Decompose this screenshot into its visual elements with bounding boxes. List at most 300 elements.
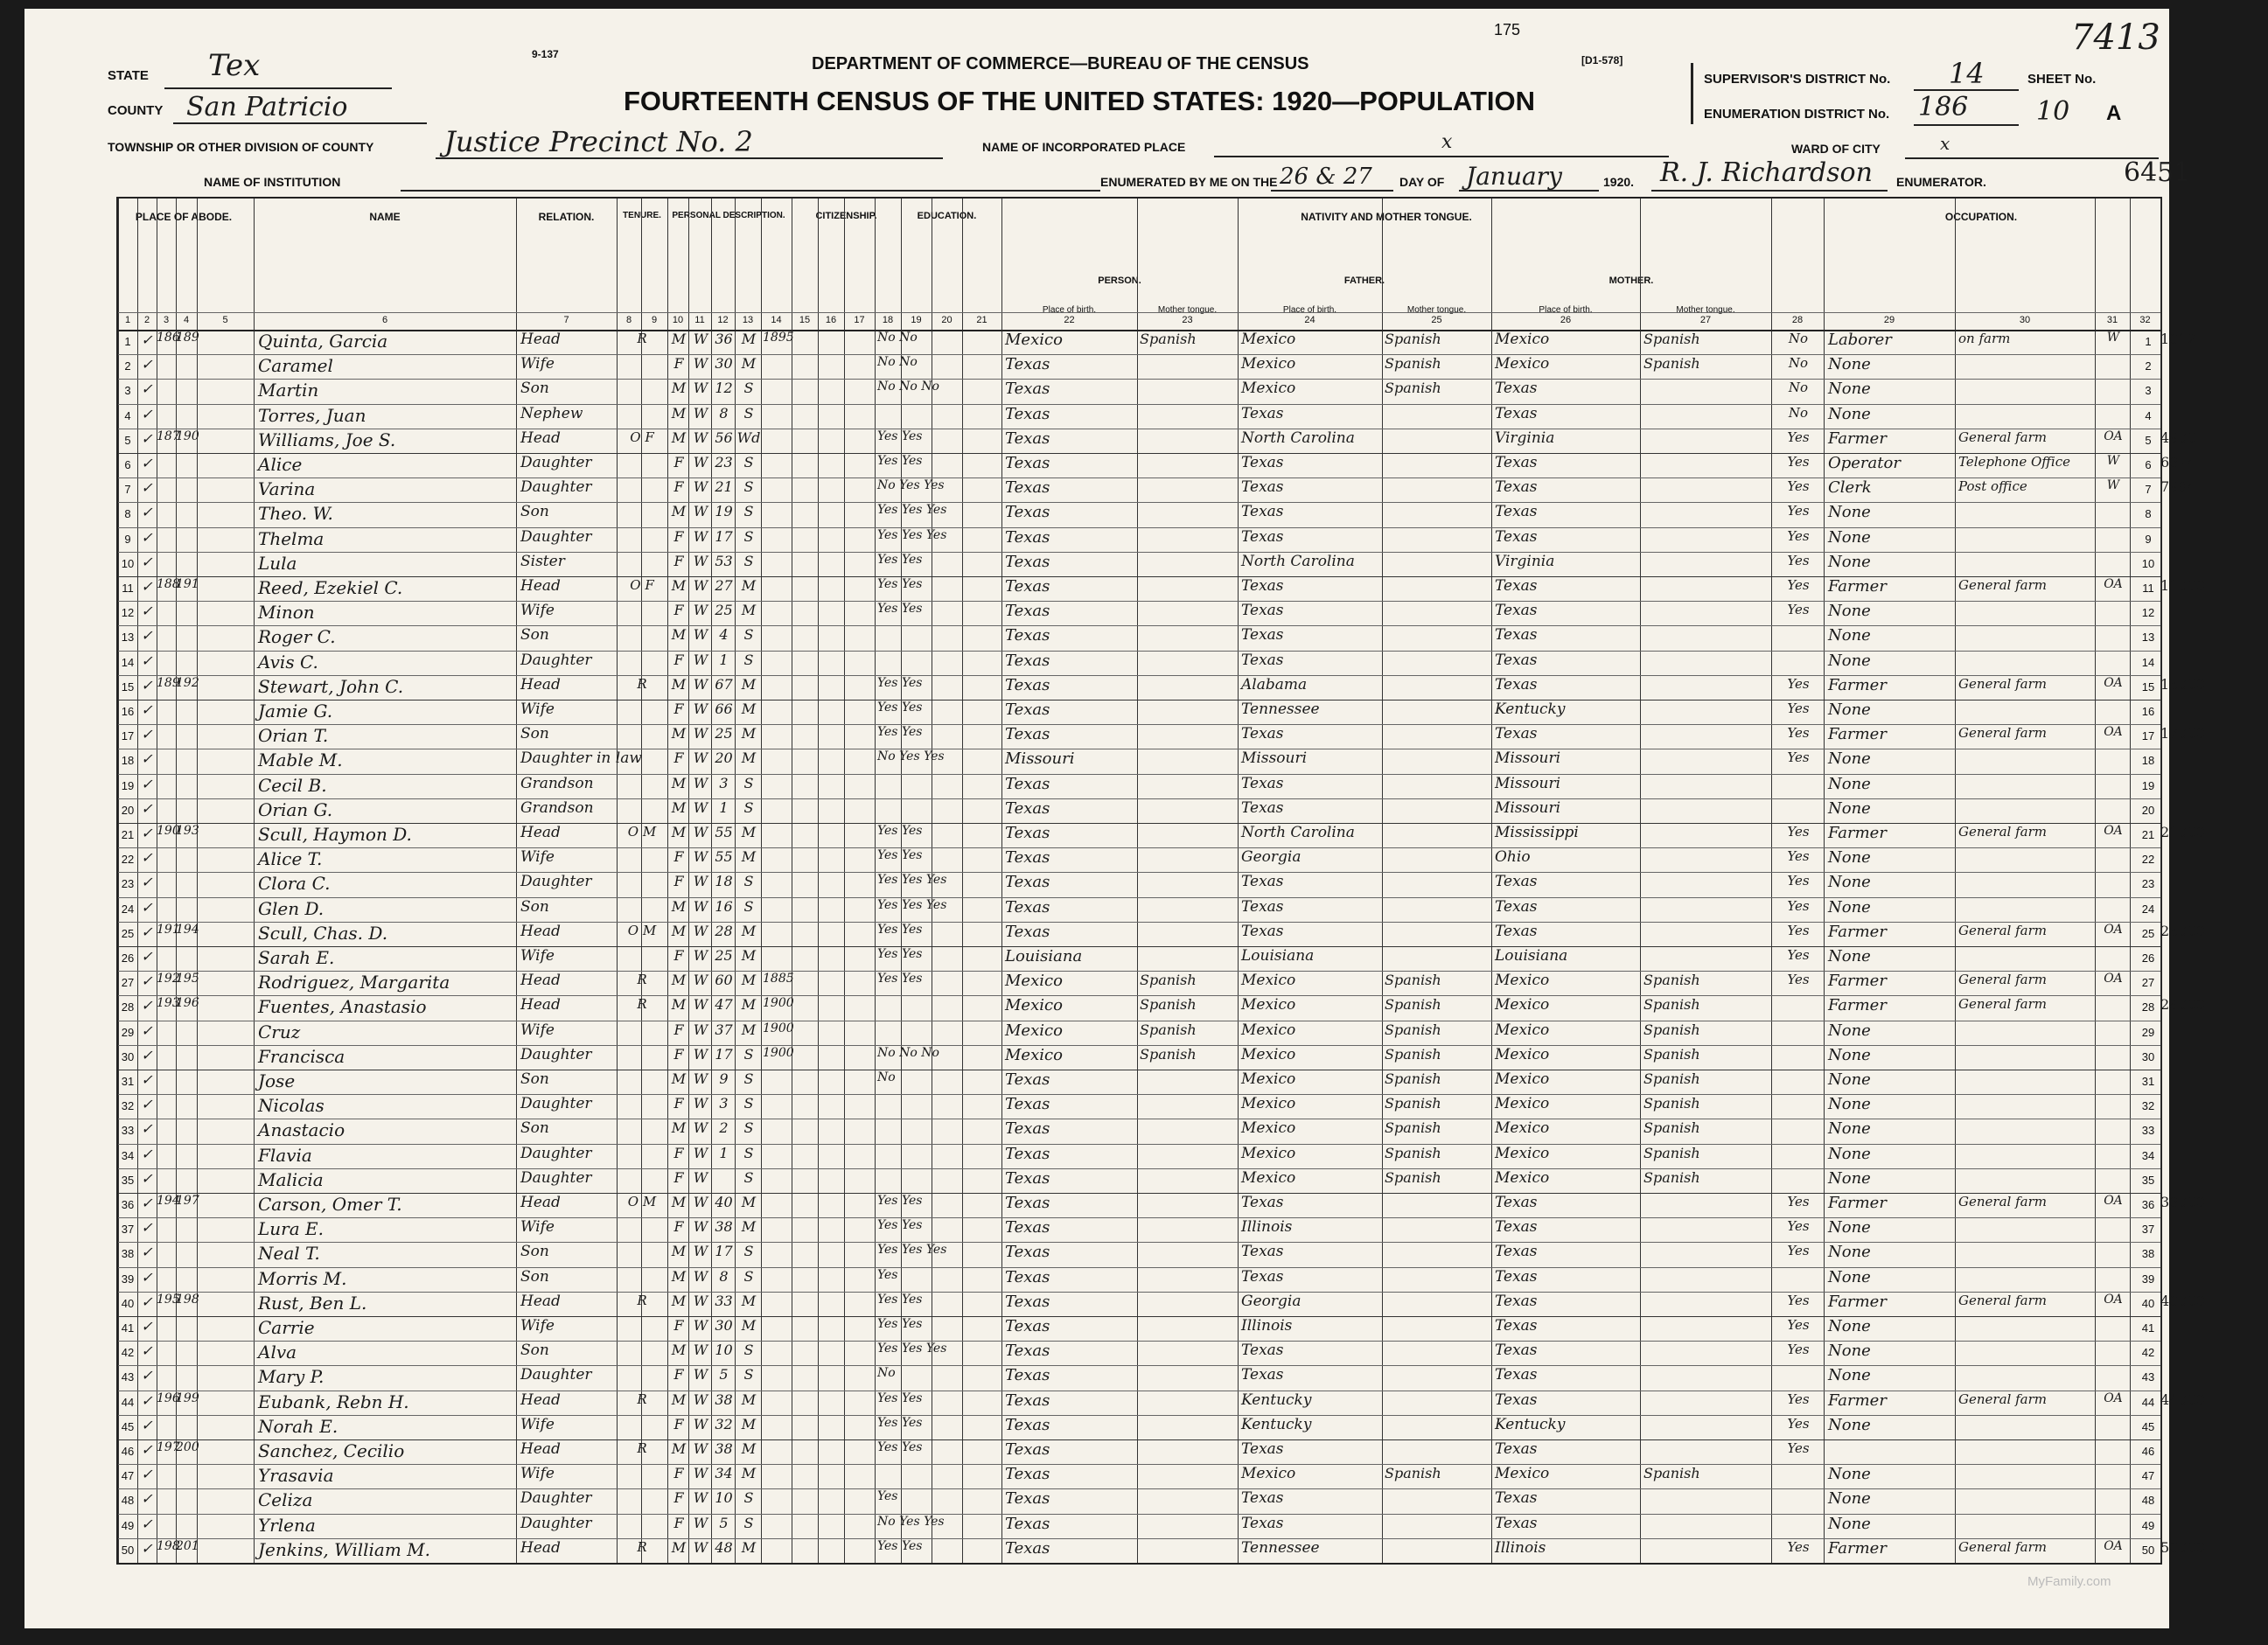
cell-race: W <box>693 996 708 1014</box>
line-number-right: 9 <box>2145 532 2152 546</box>
cell-sex: F <box>673 478 684 496</box>
cell-fmt: Spanish <box>1385 972 1441 989</box>
check-mark: ✓ <box>141 331 153 348</box>
line-number-right: 38 <box>2141 1247 2155 1261</box>
cell-ind: General farm <box>1958 972 2047 988</box>
cell-ms: M <box>741 1317 757 1334</box>
cell-fmt: Spanish <box>1385 331 1441 347</box>
cell-ind: Telephone Office <box>1958 454 2070 470</box>
ward-value: x <box>1940 133 1950 154</box>
cell-imm: 1885 <box>763 972 794 986</box>
cell-ms: S <box>743 1144 754 1161</box>
check-mark: ✓ <box>141 603 153 620</box>
cell-eng: Yes <box>1787 947 1810 963</box>
check-mark: ✓ <box>141 1318 153 1335</box>
cell-sex: M <box>671 1391 687 1408</box>
cell-sex: M <box>671 503 687 520</box>
cell-mpob: Mexico <box>1495 1070 1550 1088</box>
cell-sex: F <box>673 1317 684 1334</box>
cell-ms: Wd <box>736 429 761 446</box>
cell-ind: General farm <box>1958 429 2047 445</box>
line-number: 9 <box>124 532 131 546</box>
cell-eng: Yes <box>1787 552 1810 568</box>
column-number: 17 <box>854 315 865 325</box>
cell-mpob: Virginia <box>1495 552 1555 570</box>
check-mark: ✓ <box>141 1046 153 1063</box>
line-number-right: 34 <box>2141 1148 2155 1162</box>
cell-ed: Yes Yes <box>877 1440 923 1454</box>
line-number: 25 <box>121 926 135 940</box>
cell-ten: O M <box>627 922 657 938</box>
cell-sex: F <box>673 1218 684 1236</box>
column-number: 5 <box>222 315 228 325</box>
line-number-right: 39 <box>2141 1272 2155 1286</box>
cell-eng: Yes <box>1787 972 1810 988</box>
cell-race: W <box>693 404 708 422</box>
cell-race: W <box>693 602 708 619</box>
cell-sex: M <box>671 1292 687 1309</box>
cell-rel: Head <box>520 1194 561 1211</box>
cell-sex: F <box>673 1095 684 1112</box>
cell-rel: Son <box>520 503 549 521</box>
page-number: 175 <box>1494 21 1521 38</box>
cell-mpob: Mexico <box>1495 972 1550 990</box>
cell-ed: Yes Yes Yes <box>877 897 947 912</box>
enumerator-label: ENUMERATOR. <box>1896 175 1986 189</box>
year-value: 1920. <box>1603 175 1635 189</box>
cell-age: 47 <box>715 996 733 1014</box>
cell-fpob: Texas <box>1241 798 1284 817</box>
cell-age: 10 <box>715 1342 733 1359</box>
cell-rel: Daughter <box>520 1168 592 1187</box>
cell-eng: Yes <box>1787 602 1810 618</box>
line-number: 12 <box>121 606 135 620</box>
cell-name: Malicia <box>258 1168 324 1190</box>
nativity-father: FATHER. <box>1343 275 1385 286</box>
cell-fam: 189 <box>176 331 199 345</box>
cell-ms: M <box>741 577 757 594</box>
enumeration-label: ENUMERATION DISTRICT No. <box>1704 107 1890 122</box>
cell-eng: Yes <box>1787 1292 1810 1308</box>
cell-fam: 201 <box>176 1538 199 1553</box>
cell-ms: S <box>743 404 754 422</box>
line-number-right: 21 <box>2141 828 2155 841</box>
cell-cls: OA <box>2104 922 2123 937</box>
cell-mt: Spanish <box>1140 972 1197 989</box>
cell-name: Theo. W. <box>258 503 333 525</box>
cell-pob: Texas <box>1005 1292 1050 1311</box>
cell-sex: M <box>671 922 687 939</box>
cell-ind: General farm <box>1958 1194 2047 1209</box>
cell-dw: 197 <box>157 1440 180 1454</box>
cell-name: Caramel <box>258 355 333 377</box>
cell-fmt: Spanish <box>1385 1144 1441 1161</box>
cell-fpob: Texas <box>1241 774 1284 792</box>
cell-name: Carson, Omer T. <box>258 1194 402 1215</box>
cell-occ: None <box>1828 947 1871 965</box>
department-line: DEPARTMENT OF COMMERCE—BUREAU OF THE CENSUS <box>812 54 1309 73</box>
cell-race: W <box>693 972 708 989</box>
cell-occ: None <box>1828 1465 1871 1484</box>
cell-age: 3 <box>719 774 729 791</box>
check-mark: ✓ <box>141 528 153 546</box>
cell-mpob: Texas <box>1495 675 1538 694</box>
cell-sex: M <box>671 1267 687 1285</box>
cell-age: 5 <box>719 1366 729 1384</box>
cell-age: 37 <box>715 1021 733 1038</box>
check-mark: ✓ <box>141 898 153 916</box>
page-title: FOURTEENTH CENSUS OF THE UNITED STATES: 1920—POPULATION <box>624 86 1536 116</box>
line-number: 21 <box>121 828 135 841</box>
line-number: 24 <box>121 902 135 916</box>
cell-fpob: Texas <box>1241 1366 1284 1384</box>
cell-mpob: Texas <box>1495 1342 1538 1360</box>
line-number-right: 14 <box>2141 655 2155 669</box>
cell-fpob: North Carolina <box>1241 824 1355 841</box>
line-number: 5 <box>124 433 131 447</box>
cell-age: 28 <box>715 922 733 939</box>
cell-eng: Yes <box>1787 897 1810 914</box>
cell-name: Sanchez, Cecilio <box>258 1440 405 1461</box>
cell-occ: Operator <box>1828 454 1901 472</box>
check-mark: ✓ <box>141 1539 153 1557</box>
cell-ind: on farm <box>1958 331 2011 346</box>
cell-fpob: Texas <box>1241 1267 1284 1286</box>
cell-mpob: Kentucky <box>1495 701 1566 718</box>
cell-ed: Yes Yes <box>877 1317 923 1331</box>
cell-ed: Yes Yes <box>877 1194 923 1208</box>
cell-mpob: Texas <box>1495 1194 1538 1211</box>
cell-mmt: Spanish <box>1643 1465 1700 1482</box>
cell-occ: None <box>1828 774 1871 793</box>
line-number-right: 30 <box>2141 1049 2155 1063</box>
cell-occ: None <box>1828 1021 1871 1040</box>
cell-race: W <box>693 1021 708 1038</box>
column-number: 32 <box>2139 315 2151 325</box>
cell-name: Yrlena <box>258 1514 316 1536</box>
cell-name: Williams, Joe S. <box>258 429 396 450</box>
cell-ms: S <box>743 380 754 397</box>
cell-ms: S <box>743 1366 754 1384</box>
cell-age: 19 <box>715 503 733 520</box>
cell-fpob: North Carolina <box>1241 552 1355 570</box>
cell-ed: Yes Yes <box>877 1218 923 1233</box>
cell-ten: O M <box>627 824 657 840</box>
cell-mpob: Missouri <box>1495 749 1561 768</box>
line-number: 8 <box>124 507 131 521</box>
cell-mpob: Texas <box>1495 651 1538 669</box>
cell-race: W <box>693 824 708 840</box>
margin-code: 25000 <box>2160 922 2205 939</box>
cell-sex: M <box>671 1243 687 1260</box>
cell-mpob: Texas <box>1495 626 1538 645</box>
cell-rel: Head <box>520 1440 561 1458</box>
cell-ms: S <box>743 897 754 915</box>
cell-age: 25 <box>715 602 733 619</box>
cell-mmt: Spanish <box>1643 972 1700 989</box>
nativity-person: PERSON. <box>1098 275 1141 286</box>
cell-race: W <box>693 552 708 569</box>
cell-fpob: Texas <box>1241 1194 1284 1211</box>
line-number-right: 16 <box>2141 705 2155 718</box>
cell-race: W <box>693 1070 708 1087</box>
cell-sex: F <box>673 1168 684 1186</box>
cell-age: 1 <box>719 1144 729 1161</box>
check-mark: ✓ <box>141 1268 153 1286</box>
cell-mmt: Spanish <box>1643 1168 1700 1186</box>
cell-fpob: Texas <box>1241 897 1284 916</box>
cell-rel: Wife <box>520 848 555 867</box>
cell-rel: Daughter <box>520 1366 592 1384</box>
cell-rel: Head <box>520 675 561 694</box>
line-number: 26 <box>121 951 135 965</box>
cell-rel: Daughter <box>520 1489 592 1508</box>
cell-fam: 197 <box>176 1194 199 1208</box>
line-number: 2 <box>124 359 131 373</box>
cell-occ: Farmer <box>1828 922 1887 941</box>
cell-pob: Texas <box>1005 1095 1050 1114</box>
cell-age: 30 <box>715 355 733 373</box>
check-mark: ✓ <box>141 356 153 373</box>
cell-pob: Texas <box>1005 1415 1050 1434</box>
cell-fmt: Spanish <box>1385 1045 1441 1063</box>
cell-rel: Daughter <box>520 873 592 891</box>
cell-race: W <box>693 1391 708 1408</box>
county-value: San Patricio <box>186 92 348 122</box>
cell-occ: None <box>1828 897 1871 917</box>
cell-sex: M <box>671 1538 687 1556</box>
cell-age: 40 <box>715 1194 733 1210</box>
cell-sex: M <box>671 331 687 347</box>
cell-fmt: Spanish <box>1385 1095 1441 1112</box>
cell-race: W <box>693 1119 708 1137</box>
cell-fmt: Spanish <box>1385 355 1441 373</box>
cell-occ: Farmer <box>1828 577 1887 596</box>
cell-age: 3 <box>719 1095 729 1112</box>
cell-fpob: Texas <box>1241 1342 1284 1360</box>
cell-ms: M <box>741 922 757 939</box>
column-number: 29 <box>1883 315 1895 325</box>
cell-mpob: Texas <box>1495 1514 1538 1532</box>
cell-ms: S <box>743 503 754 520</box>
cell-ed: Yes Yes <box>877 552 923 567</box>
sheet-label: SHEET No. <box>2027 72 2097 87</box>
cell-ed: Yes Yes <box>877 972 923 986</box>
cell-ind: General farm <box>1958 577 2047 593</box>
cell-sex: M <box>671 404 687 422</box>
cell-pob: Texas <box>1005 922 1050 941</box>
father-mt-head: Mother tongue. <box>1406 305 1467 315</box>
cell-ed: No No No <box>877 380 939 394</box>
cell-rel: Son <box>520 1070 549 1088</box>
cell-ten: R <box>637 1538 647 1555</box>
check-mark: ✓ <box>141 504 153 521</box>
margin-code: 1012 <box>2160 331 2196 347</box>
cell-ms: S <box>743 1045 754 1063</box>
check-mark: ✓ <box>141 1490 153 1508</box>
line-number-right: 5 <box>2145 433 2152 447</box>
check-mark: ✓ <box>141 1466 153 1483</box>
cell-fpob: Texas <box>1241 873 1284 891</box>
cell-mpob: Mexico <box>1495 1168 1550 1187</box>
cell-name: Clora C. <box>258 873 331 895</box>
cell-occ: None <box>1828 848 1871 868</box>
cell-name: Alice <box>258 454 303 475</box>
cell-eng: Yes <box>1787 1194 1810 1209</box>
cell-race: W <box>693 527 708 545</box>
cell-fam: 200 <box>176 1440 199 1454</box>
check-mark: ✓ <box>141 1169 153 1187</box>
cell-dw: 198 <box>157 1538 180 1553</box>
township-value: Justice Precinct No. 2 <box>444 125 753 158</box>
cell-ms: S <box>743 552 754 569</box>
cell-name: Scull, Haymon D. <box>258 824 412 845</box>
line-number: 10 <box>121 556 135 570</box>
nativity-mother: MOTHER. <box>1609 275 1654 286</box>
cell-ind: General farm <box>1958 725 2047 742</box>
cell-cls: OA <box>2104 824 2123 838</box>
cell-ms: M <box>741 749 757 767</box>
cell-mpob: Texas <box>1495 527 1538 546</box>
cell-fpob: Alabama <box>1241 675 1308 694</box>
cell-pob: Texas <box>1005 651 1050 670</box>
column-number: 1 <box>124 315 131 325</box>
check-mark: ✓ <box>141 1244 153 1261</box>
check-mark: ✓ <box>141 1195 153 1211</box>
cell-fam: 195 <box>176 972 199 986</box>
line-number-right: 12 <box>2141 606 2155 620</box>
cell-rel: Head <box>520 996 561 1014</box>
cell-mpob: Mexico <box>1495 1021 1550 1039</box>
margin-code: 15000 <box>2160 675 2205 693</box>
line-number: 3 <box>124 384 131 398</box>
line-number: 45 <box>121 1419 135 1433</box>
check-mark: ✓ <box>141 775 153 792</box>
cell-occ: Farmer <box>1828 824 1887 842</box>
cell-fpob: Mexico <box>1241 1144 1296 1162</box>
line-number: 43 <box>121 1370 135 1384</box>
line-number: 15 <box>121 680 135 694</box>
column-number: 22 <box>1064 315 1075 325</box>
cell-mpob: Texas <box>1495 454 1538 471</box>
cell-fpob: Mexico <box>1241 1021 1296 1039</box>
column-number: 2 <box>143 315 150 325</box>
cell-sex: M <box>671 1440 687 1457</box>
cell-rel: Daughter <box>520 527 592 546</box>
cell-eng: No <box>1788 404 1809 421</box>
cell-occ: None <box>1828 1317 1871 1335</box>
cell-ed: No No <box>877 355 918 370</box>
check-mark: ✓ <box>141 726 153 743</box>
cell-pob: Missouri <box>1005 749 1075 769</box>
cell-fpob: Mexico <box>1241 355 1296 373</box>
line-number-right: 3 <box>2145 384 2152 398</box>
cell-ms: M <box>741 1538 757 1556</box>
col-group-tenure: TENURE. <box>623 211 661 220</box>
cell-race: W <box>693 749 708 767</box>
cell-race: W <box>693 478 708 496</box>
cell-fpob: Texas <box>1241 527 1284 546</box>
cell-fam: 196 <box>176 996 199 1011</box>
cell-ten: R <box>637 972 647 988</box>
cell-sex: M <box>671 1194 687 1210</box>
cell-age: 1 <box>719 798 729 816</box>
cell-ms: M <box>741 848 757 866</box>
cell-name: Mable M. <box>258 749 343 771</box>
margin-code: 17000 <box>2160 725 2205 742</box>
line-number: 38 <box>121 1247 135 1261</box>
cell-occ: Farmer <box>1828 725 1887 744</box>
cell-race: W <box>693 1243 708 1260</box>
cell-ms: S <box>743 1243 754 1260</box>
cell-ten: O M <box>627 1194 657 1209</box>
cell-rel: Son <box>520 1267 549 1286</box>
line-number-right: 41 <box>2141 1321 2155 1335</box>
cell-eng: Yes <box>1787 1538 1810 1555</box>
cell-age: 27 <box>715 577 733 594</box>
cell-age: 38 <box>715 1218 733 1236</box>
cell-ms: M <box>741 331 757 347</box>
cell-fpob: Texas <box>1241 602 1284 620</box>
mother-mt-head: Mother tongue. <box>1676 305 1735 315</box>
check-mark: ✓ <box>141 1367 153 1384</box>
form-code: [D1-578] <box>1581 54 1623 66</box>
line-number-right: 40 <box>2141 1296 2155 1310</box>
cell-pob: Mexico <box>1005 972 1063 991</box>
cell-ed: Yes Yes Yes <box>877 1243 947 1258</box>
cell-name: Norah E. <box>258 1415 338 1437</box>
cell-sex: M <box>671 972 687 989</box>
check-mark: ✓ <box>141 1145 153 1162</box>
cell-fmt: Spanish <box>1385 1119 1441 1137</box>
cell-race: W <box>693 1538 708 1556</box>
check-mark: ✓ <box>141 455 153 471</box>
incorporated-value: x <box>1441 131 1453 153</box>
line-number-right: 4 <box>2145 408 2152 422</box>
margin-code: 50000 <box>2160 1538 2205 1556</box>
cell-rel: Head <box>520 331 561 348</box>
cell-mpob: Mexico <box>1495 1095 1550 1113</box>
cell-eng: Yes <box>1787 675 1810 692</box>
cell-fmt: Spanish <box>1385 996 1441 1014</box>
check-mark: ✓ <box>141 799 153 817</box>
margin-code: 44000 <box>2160 1391 2205 1408</box>
column-number: 31 <box>2106 315 2118 325</box>
cell-ed: Yes Yes Yes <box>877 527 947 542</box>
cell-sex: F <box>673 602 684 619</box>
cell-race: W <box>693 1218 708 1236</box>
cell-mpob: Texas <box>1495 1391 1538 1409</box>
cell-race: W <box>693 922 708 939</box>
cell-fpob: Mexico <box>1241 331 1296 348</box>
line-number-right: 28 <box>2141 1000 2155 1014</box>
cell-pob: Texas <box>1005 1465 1050 1484</box>
cell-sex: F <box>673 355 684 373</box>
cell-occ: Farmer <box>1828 1391 1887 1410</box>
cell-sex: F <box>673 749 684 767</box>
line-number: 49 <box>121 1518 135 1532</box>
cell-pob: Texas <box>1005 454 1050 472</box>
line-number: 34 <box>121 1148 135 1162</box>
check-mark: ✓ <box>141 1515 153 1532</box>
cell-eng: Yes <box>1787 701 1810 716</box>
line-number: 1 <box>124 335 131 348</box>
line-number-right: 33 <box>2141 1124 2155 1138</box>
cell-mpob: Texas <box>1495 478 1538 497</box>
cell-fmt: Spanish <box>1385 1070 1441 1087</box>
cell-ms: M <box>741 1194 757 1210</box>
cell-name: Varina <box>258 478 316 500</box>
